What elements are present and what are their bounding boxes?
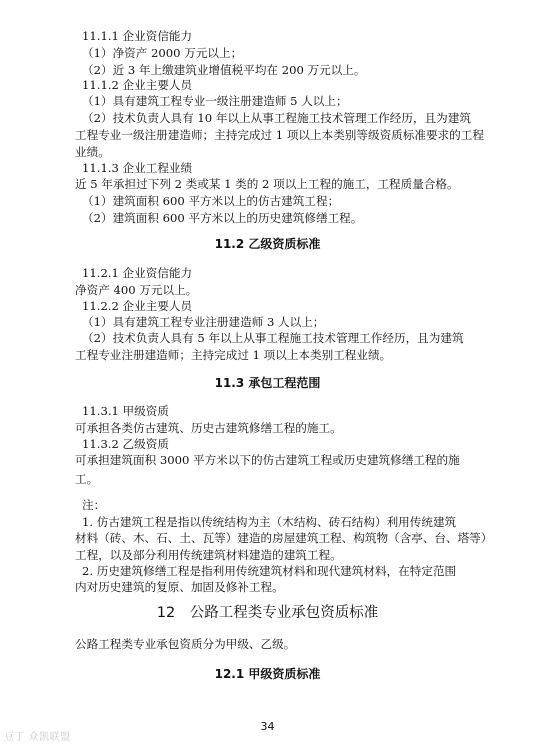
paragraph-line: （2）技术负责人具有 5 年以上从事工程施工技术管理工作经历，且为建筑 — [82, 331, 464, 345]
paragraph-line: 工程专业注册建造师；主持完成过 1 项以上本类别工程业绩。 — [75, 348, 392, 362]
paragraph-line: （1）具有建筑工程专业一级注册建造师 5 人以上； — [82, 94, 348, 108]
paragraph-line: （1）净资产 2000 万元以上； — [82, 46, 243, 60]
paragraph-line: 可承担建筑面积 3000 平方米以下的仿古建筑工程或历史建筑修缮工程的施 — [75, 453, 460, 467]
section-12-1-heading: 12.1 甲级资质标准 — [214, 667, 321, 681]
paragraph-line: 可承担各类仿古建筑、历史古建筑修缮工程的施工。 — [75, 421, 342, 435]
subsection-11-3-2-heading: 11.3.2 乙级资质 — [82, 437, 169, 451]
section-11-2-heading: 11.2 乙级资质标准 — [214, 237, 321, 251]
note-label: 注： — [82, 498, 106, 512]
paragraph-line: 业绩。 — [75, 145, 110, 159]
paragraph-line: 净资产 400 万元以上。 — [75, 283, 198, 297]
subsection-11-1-3-heading: 11.1.3 企业工程业绩 — [82, 161, 193, 175]
note-line: 1. 仿古建筑工程是指以传统结构为主（木结构、砖石结构）利用传统建筑 — [82, 515, 457, 529]
paragraph-line: （2）近 3 年上缴建筑业增值税平均在 200 万元以上。 — [82, 63, 366, 77]
watermark: 豆丁 众凯联盟 — [4, 732, 71, 743]
paragraph-line: 工程专业一级注册建造师；主持完成过 1 项以上本类别等级资质标准要求的工程 — [75, 128, 484, 142]
paragraph-line: 公路工程类专业承包资质分为甲级、乙级。 — [75, 637, 296, 651]
paragraph-line: （2）建筑面积 600 平方米以上的历史建筑修缮工程。 — [82, 211, 363, 225]
subsection-11-2-2-heading: 11.2.2 企业主要人员 — [82, 299, 193, 313]
paragraph-line: （1）建筑面积 600 平方米以上的仿古建筑工程； — [82, 194, 340, 208]
page-number: 34 — [260, 720, 275, 733]
note-line: 工程，以及部分利用传统建筑材料建造的建筑工程。 — [75, 548, 342, 562]
note-line: 材料（砖、木、石、土、瓦等）建造的房屋建筑工程、构筑物（含亭、台、塔等） — [75, 531, 493, 545]
subsection-11-1-2-heading: 11.1.2 企业主要人员 — [82, 78, 193, 92]
subsection-11-1-1-heading: 11.1.1 企业资信能力 — [82, 29, 193, 43]
chapter-12-heading: 12 公路工程类专业承包资质标准 — [156, 605, 379, 621]
section-11-3-heading: 11.3 承包工程范围 — [214, 376, 321, 390]
paragraph-line: （2）技术负责人具有 10 年以上从事工程施工技术管理工作经历，且为建筑 — [82, 111, 471, 125]
paragraph-line: 近 5 年承担过下列 2 类或某 1 类的 2 项以上工程的施工，工程质量合格。 — [75, 177, 459, 191]
paragraph-line: （1）具有建筑工程专业注册建造师 3 人以上； — [82, 315, 325, 329]
note-line: 2. 历史建筑修缮工程是指利用传统建筑材料和现代建筑材料，在特定范围 — [82, 564, 457, 578]
paragraph-line: 工。 — [75, 472, 99, 486]
subsection-11-2-1-heading: 11.2.1 企业资信能力 — [82, 266, 193, 280]
note-line: 内对历史建筑的复原、加固及修补工程。 — [75, 580, 284, 594]
subsection-11-3-1-heading: 11.3.1 甲级资质 — [82, 404, 169, 418]
